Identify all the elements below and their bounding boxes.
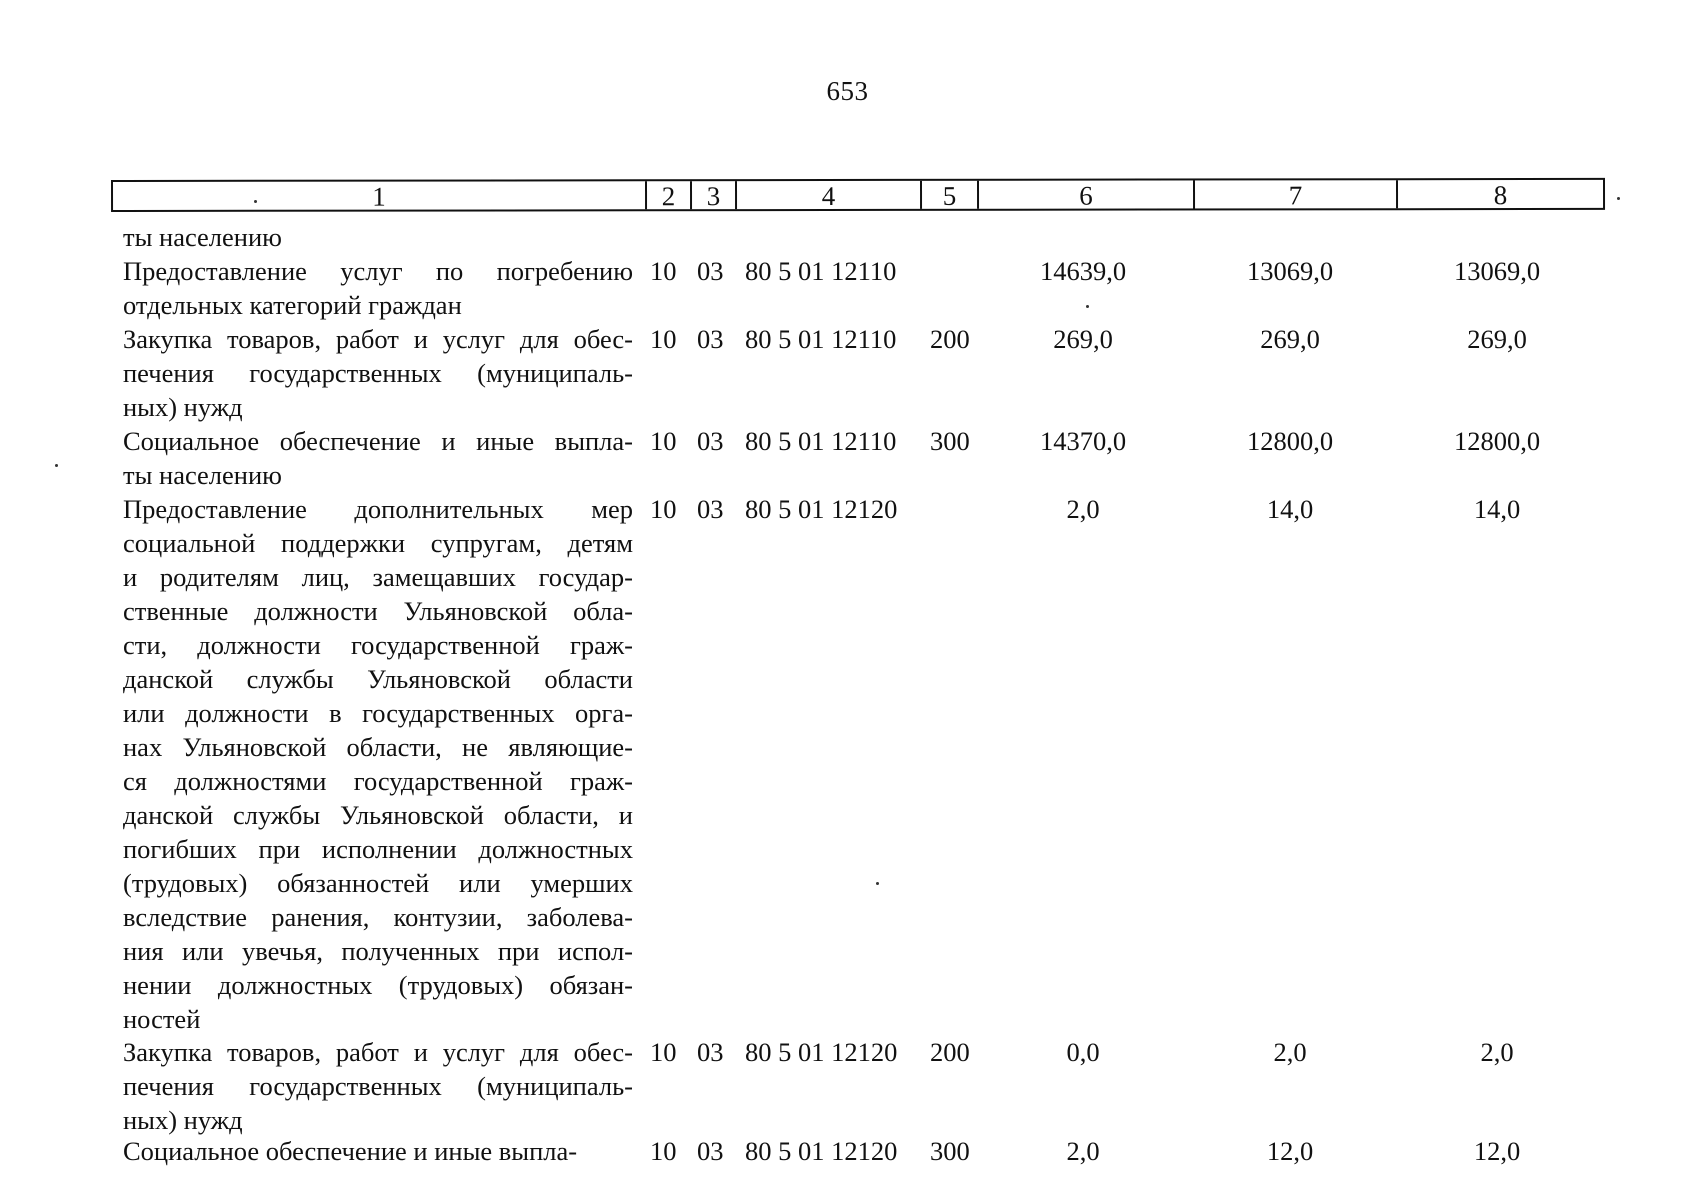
row-description-line: ты населению: [123, 222, 282, 252]
cell-col-4: 80 5 01 12120: [745, 1037, 898, 1067]
cell-col-6: 2,0: [1066, 494, 1100, 524]
cell-col-4: 80 5 01 12110: [745, 256, 897, 286]
row-description-line: ся должностями государственной граж-: [123, 766, 633, 796]
cell-col-4: 80 5 01 12110: [745, 324, 897, 354]
row-description-line: погибших при исполнении должностных: [123, 834, 633, 864]
row-description-line: печения государственных (муниципаль-: [123, 1071, 633, 1101]
scan-speck: [1086, 305, 1089, 308]
cell-col-3: 03: [697, 426, 724, 456]
row-description-line: данской службы Ульяновской области: [123, 664, 633, 694]
row-description: [123, 424, 633, 492]
row-description-line: печения государственных (муниципаль-: [123, 358, 633, 388]
row-description-line: отдельных категорий граждан: [123, 290, 462, 320]
header-cell-6: 6: [979, 180, 1195, 208]
row-description-line: Закупка товаров, работ и услуг для обес-: [123, 1037, 633, 1067]
row-description-line: Закупка товаров, работ и услуг для обес-: [123, 324, 633, 354]
row-description-line: данской службы Ульяновской области, и: [123, 800, 633, 830]
cell-col-6: 269,0: [1053, 324, 1113, 354]
cell-col-8: 2,0: [1480, 1037, 1514, 1067]
row-description: [123, 322, 633, 424]
table-header-row: [111, 178, 1605, 212]
cell-col-8: 12,0: [1473, 1136, 1521, 1166]
row-description-line: ностей: [123, 1004, 201, 1034]
row-description-line: Предоставление услуг по погребению: [123, 256, 633, 286]
page-number: 653: [826, 76, 869, 106]
row-description: [123, 492, 633, 1036]
cell-col-4: 80 5 01 12120: [745, 1136, 898, 1166]
cell-col-7: 2,0: [1273, 1037, 1307, 1067]
cell-col-3: 03: [697, 324, 724, 354]
cell-col-7: 13069,0: [1246, 256, 1334, 286]
cell-col-7: 12800,0: [1246, 426, 1334, 456]
cell-col-7: 14,0: [1266, 494, 1314, 524]
header-cell-5: 5: [922, 181, 979, 209]
row-description: [123, 1134, 633, 1168]
row-description-line: (трудовых) обязанностей или умерших: [123, 868, 633, 898]
cell-col-3: 03: [697, 1136, 724, 1166]
cell-col-2: 10: [650, 1136, 677, 1166]
cell-col-3: 03: [697, 1037, 724, 1067]
cell-col-6: 14639,0: [1039, 256, 1127, 286]
cell-col-3: 03: [697, 256, 724, 286]
cell-col-2: 10: [650, 324, 677, 354]
row-description-line: ственные должности Ульяновской обла-: [123, 596, 633, 626]
header-cell-2: 2: [647, 181, 692, 209]
row-description-line: сти, должности государственной граж-: [123, 630, 633, 660]
cell-col-6: 0,0: [1066, 1037, 1100, 1067]
cell-col-5: 200: [930, 324, 970, 354]
row-description-line: нах Ульяновской области, не являющие-: [123, 732, 633, 762]
header-cell-1: 1: [113, 181, 647, 210]
cell-col-7: 12,0: [1266, 1136, 1314, 1166]
cell-col-2: 10: [650, 426, 677, 456]
row-description-line: вследствие ранения, контузии, заболева-: [123, 902, 633, 932]
row-description-line: ных) нужд: [123, 392, 243, 422]
cell-col-2: 10: [650, 256, 677, 286]
row-description-line: социальной поддержки супругам, детям: [123, 528, 633, 558]
cell-col-6: 2,0: [1066, 1136, 1100, 1166]
row-description-line: Предоставление дополнительных мер: [123, 494, 633, 524]
cell-col-8: 13069,0: [1453, 256, 1541, 286]
row-description-line: Социальное обеспечение и иные выпла-: [123, 1136, 578, 1166]
cell-col-2: 10: [650, 494, 677, 524]
cell-col-5: 300: [930, 426, 970, 456]
scan-speck: [876, 882, 879, 885]
header-cell-4: 4: [737, 181, 922, 209]
scan-speck: [55, 464, 58, 467]
row-description: [123, 220, 633, 254]
cell-col-3: 03: [697, 494, 724, 524]
row-description: [123, 1035, 633, 1137]
row-description-line: нении должностных (трудовых) обязан-: [123, 970, 633, 1000]
cell-col-5: 200: [930, 1037, 970, 1067]
cell-col-4: 80 5 01 12110: [745, 426, 897, 456]
row-description-line: ных) нужд: [123, 1105, 243, 1135]
cell-col-8: 269,0: [1467, 324, 1527, 354]
cell-col-8: 14,0: [1473, 494, 1521, 524]
cell-col-8: 12800,0: [1453, 426, 1541, 456]
row-description-line: ния или увечья, полученных при испол-: [123, 936, 633, 966]
cell-col-6: 14370,0: [1039, 426, 1127, 456]
cell-col-7: 269,0: [1260, 324, 1320, 354]
row-description: [123, 254, 633, 322]
header-cell-3: 3: [692, 181, 737, 209]
header-cell-7: 7: [1195, 180, 1398, 208]
row-description-line: или должности в государственных орга-: [123, 698, 633, 728]
scan-speck: [254, 200, 257, 203]
row-description-line: и родителям лиц, замещавших государ-: [123, 562, 633, 592]
cell-col-4: 80 5 01 12120: [745, 494, 898, 524]
header-cell-8: 8: [1493, 180, 1508, 211]
cell-col-2: 10: [650, 1037, 677, 1067]
cell-col-5: 300: [930, 1136, 970, 1166]
row-description-line: Социальное обеспечение и иные выпла-: [123, 426, 633, 456]
scan-speck: [1617, 197, 1620, 200]
row-description-line: ты населению: [123, 460, 282, 490]
